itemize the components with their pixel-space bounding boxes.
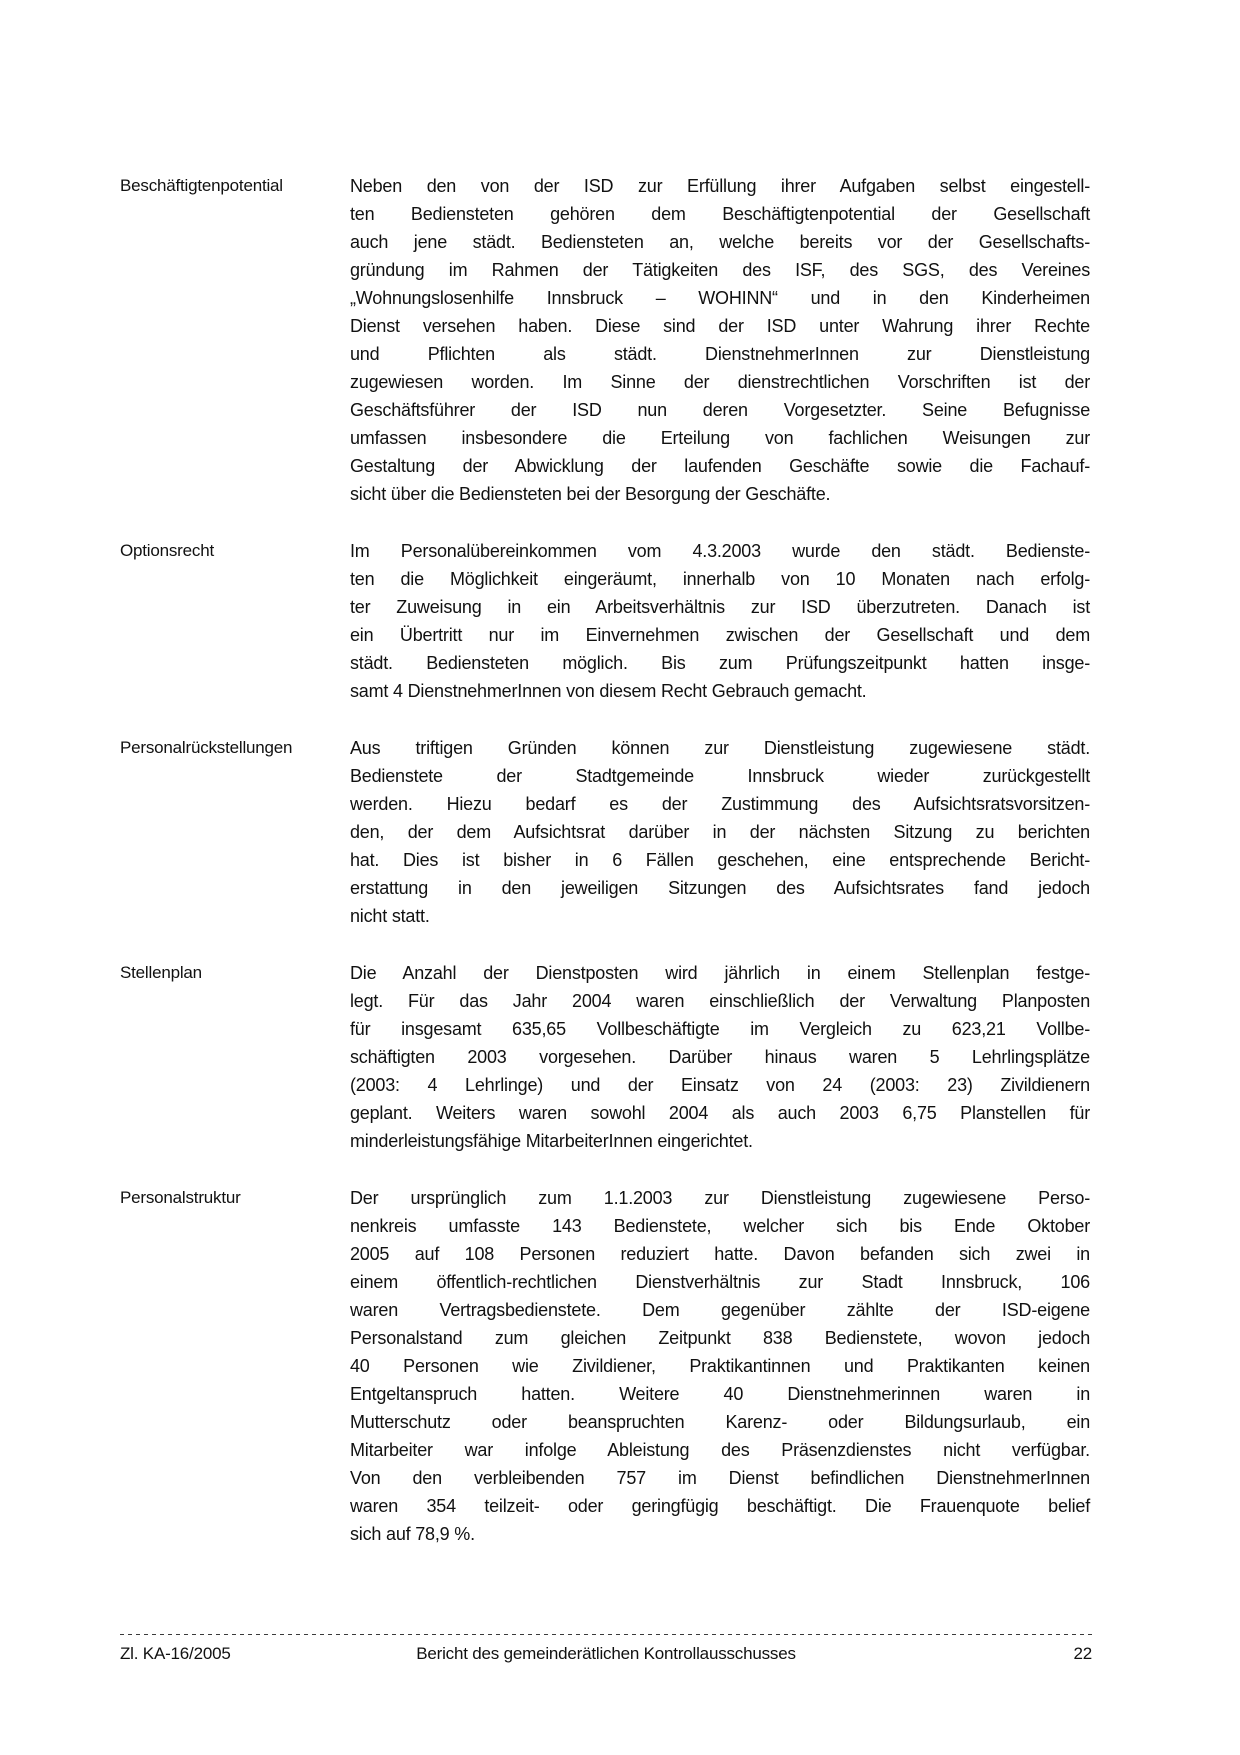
section-label: Beschäftigtenpotential — [120, 176, 283, 195]
footer-row — [120, 1643, 1092, 1665]
text-line: waren Vertragsbedienstete. Dem gegenüber zählte der ISD-eigene — [350, 1300, 1090, 1320]
text-line: hat. Dies ist bisher in 6 Fällen geschehen, eine entsprechende Bericht- — [350, 850, 1090, 870]
text-line: Der ursprünglich zum 1.1.2003 zur Dienstleistung zugewiesene Perso- — [350, 1188, 1090, 1208]
section — [120, 1184, 1090, 1548]
text-line: ten die Möglichkeit eingeräumt, innerhalb von 10 Monaten nach erfolg- — [350, 569, 1090, 589]
text-line: waren 354 teilzeit- oder geringfügig beschäftigt. Die Frauenquote belief — [350, 1496, 1090, 1516]
section-paragraph — [350, 537, 1090, 705]
text-line: Mitarbeiter war infolge Ableistung des Präsenzdienstes nicht verfügbar. — [350, 1440, 1090, 1460]
text-line: sich auf 78,9 %. — [350, 1524, 475, 1544]
text-line: auch jene städt. Bediensteten an, welche bereits vor der Gesellschafts- — [350, 232, 1090, 252]
footer-page-number: 22 — [1073, 1644, 1093, 1663]
section-paragraph — [350, 959, 1090, 1155]
text-line: Personalstand zum gleichen Zeitpunkt 838 Bedienstete, wovon jedoch — [350, 1328, 1090, 1348]
text-line: gründung im Rahmen der Tätigkeiten des ISF, des SGS, des Vereines — [350, 260, 1090, 280]
text-line: Im Personalübereinkommen vom 4.3.2003 wurde den städt. Bedienste- — [350, 541, 1090, 561]
text-line: Entgeltanspruch hatten. Weitere 40 Dienstnehmerinnen waren in — [350, 1384, 1090, 1404]
text-line: erstattung in den jeweiligen Sitzungen des Aufsichtsrates fand jedoch — [350, 878, 1090, 898]
section-label: Personalrückstellungen — [120, 738, 293, 757]
text-line: Von den verbleibenden 757 im Dienst befindlichen DienstnehmerInnen — [350, 1468, 1090, 1488]
section-label: Optionsrecht — [120, 541, 214, 560]
text-line: sicht über die Bediensteten bei der Besorgung der Geschäfte. — [350, 484, 831, 504]
text-line: Mutterschutz oder beanspruchten Karenz- oder Bildungsurlaub, ein — [350, 1412, 1090, 1432]
text-line: „Wohnungslosenhilfe Innsbruck – WOHINN“ und in den Kinderheimen — [350, 288, 1090, 308]
section — [120, 537, 1090, 705]
section-paragraph — [350, 1184, 1090, 1548]
text-line: ten Bediensteten gehören dem Beschäftigtenpotential der Gesellschaft — [350, 204, 1090, 224]
text-line: Dienst versehen haben. Diese sind der ISD unter Wahrung ihrer Rechte — [350, 316, 1090, 336]
text-line: städt. Bediensteten möglich. Bis zum Prüfungszeitpunkt hatten insge- — [350, 653, 1090, 673]
text-line: und Pflichten als städt. DienstnehmerInnen zur Dienstleistung — [350, 344, 1090, 364]
text-line: samt 4 DienstnehmerInnen von diesem Recht Gebrauch gemacht. — [350, 681, 867, 701]
text-line: Gestaltung der Abwicklung der laufenden Geschäfte sowie die Fachauf- — [350, 456, 1090, 476]
text-line: für insgesamt 635,65 Vollbeschäftigte im Vergleich zu 623,21 Vollbe- — [350, 1019, 1090, 1039]
section-label: Personalstruktur — [120, 1188, 241, 1207]
text-line: umfassen insbesondere die Erteilung von fachlichen Weisungen zur — [350, 428, 1090, 448]
text-line: Geschäftsführer der ISD nun deren Vorgesetzter. Seine Befugnisse — [350, 400, 1090, 420]
text-line: Die Anzahl der Dienstposten wird jährlich in einem Stellenplan festge- — [350, 963, 1090, 983]
text-line: einem öffentlich-rechtlichen Dienstverhältnis zur Stadt Innsbruck, 106 — [350, 1272, 1090, 1292]
text-line: Neben den von der ISD zur Erfüllung ihrer Aufgaben selbst eingestell- — [350, 176, 1090, 196]
section — [120, 172, 1090, 508]
footer-divider-line — [120, 1634, 1092, 1636]
section-paragraph — [350, 734, 1090, 930]
text-line: ein Übertritt nur im Einvernehmen zwischen der Gesellschaft und dem — [350, 625, 1090, 645]
text-line: ter Zuweisung in ein Arbeitsverhältnis zur ISD überzutreten. Danach ist — [350, 597, 1090, 617]
text-line: den, der dem Aufsichtsrat darüber in der nächsten Sitzung zu berichten — [350, 822, 1090, 842]
text-line: 40 Personen wie Zivildiener, Praktikantinnen und Praktikanten keinen — [350, 1356, 1090, 1376]
text-line: nenkreis umfasste 143 Bedienstete, welcher sich bis Ende Oktober — [350, 1216, 1090, 1236]
text-line: (2003: 4 Lehrlinge) und der Einsatz von 24 (2003: 23) Zivildienern — [350, 1075, 1090, 1095]
text-line: Aus triftigen Gründen können zur Dienstleistung zugewiesene städt. — [350, 738, 1090, 758]
footer-reference: Zl. KA-16/2005 — [120, 1644, 231, 1663]
section — [120, 734, 1090, 930]
footer-report-title: Bericht des gemeinderätlichen Kontrollausschusses — [416, 1644, 796, 1663]
text-line: 2005 auf 108 Personen reduziert hatte. Davon befanden sich zwei in — [350, 1244, 1090, 1264]
text-line: zugewiesen worden. Im Sinne der dienstrechtlichen Vorschriften ist der — [350, 372, 1090, 392]
text-line: werden. Hiezu bedarf es der Zustimmung des Aufsichtsratsvorsitzen- — [350, 794, 1090, 814]
section — [120, 959, 1090, 1155]
text-line: geplant. Weiters waren sowohl 2004 als auch 2003 6,75 Planstellen für — [350, 1103, 1090, 1123]
section-paragraph — [350, 172, 1090, 508]
text-line: schäftigten 2003 vorgesehen. Darüber hinaus waren 5 Lehrlingsplätze — [350, 1047, 1090, 1067]
page-footer — [120, 1634, 1092, 1665]
text-line: legt. Für das Jahr 2004 waren einschließlich der Verwaltung Planposten — [350, 991, 1090, 1011]
section-label: Stellenplan — [120, 963, 202, 982]
text-line: nicht statt. — [350, 906, 430, 926]
text-line: Bedienstete der Stadtgemeinde Innsbruck wieder zurückgestellt — [350, 766, 1090, 786]
text-line: minderleistungsfähige MitarbeiterInnen eingerichtet. — [350, 1131, 753, 1151]
report-body — [120, 172, 1090, 1577]
